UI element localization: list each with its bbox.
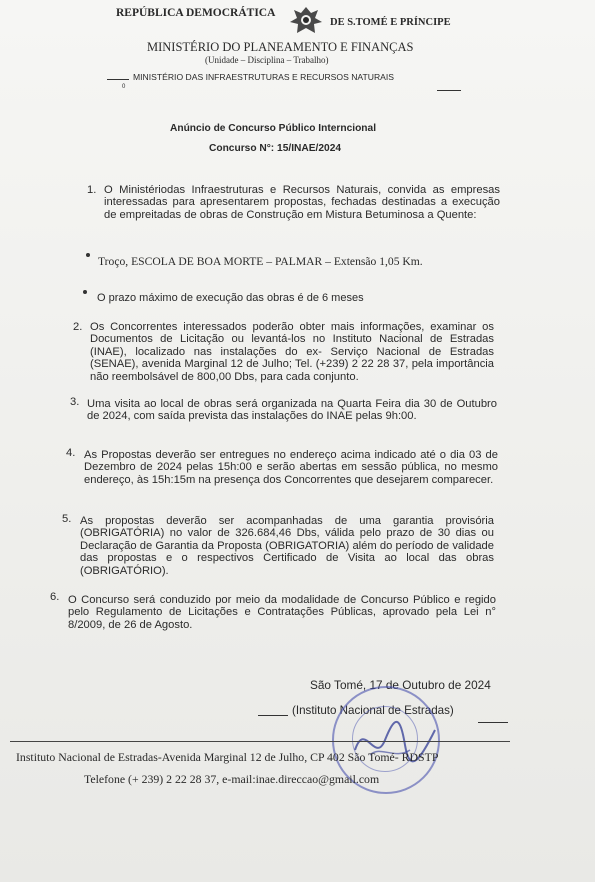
list-number: 5.: [62, 513, 72, 525]
signatory: (Instituto Nacional de Estradas): [292, 704, 454, 717]
republic-left: REPÚBLICA DEMOCRÁTICA: [116, 7, 276, 19]
bullet: [83, 290, 87, 294]
list-number: 3.: [70, 396, 80, 408]
ministry-name: MINISTÉRIO DO PLANEAMENTO E FINANÇAS: [147, 40, 414, 54]
place-date: São Tomé, 17 de Outubro de 2024: [310, 678, 491, 692]
paragraph-guarantee: As propostas deverão ser acompanhadas de uma garantia provisória (OBRIGATÓRIA) no valor de 326.684,46 Dbs, válida pelo prazo de 30 dias ou Declaração de Garantia da Proposta (OBRIGATORIA) além do período de validade das propostas e o respectivos Certificado de Visita ao local das obras (OBRIGATÓRIO).: [80, 515, 494, 577]
page-title: Anúncio de Concurso Público Interncional: [170, 123, 377, 134]
signature-line: [478, 722, 508, 723]
paragraph-invitation: O Ministériodas Infraestruturas e Recursos Naturais, convida as empresas interessadas para apresentarem propostas, fechadas destinadas a execução de empreitadas de obras de Construção em Mistura Betuminosa a Quente:: [104, 184, 500, 221]
paragraph-procedure: O Concurso será conduzido por meio da modalidade de Concurso Público e regido pelo Regulamento de Licitações e Contratações Públicas, aprovado pela Lei n° 8/2009, de 26 de Agosto.: [68, 594, 496, 631]
tender-number: Concurso N°: 15/INAE/2024: [209, 143, 342, 154]
item-deadline: O prazo máximo de execução das obras é de 6 meses: [97, 292, 364, 304]
signature-line: [258, 715, 288, 716]
motto: (Unidade – Disciplina – Trabalho): [205, 55, 329, 65]
paragraph-documents: Os Concorrentes interessados poderão obter mais informações, examinar os Documentos de Licitação ou levantá-los no Instituto Nacional de Estradas (INAE), localizado nas instalações do ex- Serviço Nacional de Estradas (SENAE), avenida Marginal 12 de Julho; Tel. (+239) 2 22 28 37, pela importância não reembolsável de 800,00 Dbs, para cada conjunto.: [90, 321, 494, 383]
small-mark: 0: [122, 84, 126, 90]
footer-divider: [10, 741, 510, 742]
paragraph-site-visit: Uma visita ao local de obras será organizada na Quarta Feira dia 30 de Outubro de 2024, com saída prevista das instalações do INAE pelas 9h:00.: [87, 398, 497, 423]
coat-of-arms-icon: [284, 4, 328, 36]
divider: [437, 90, 461, 91]
republic-right: DE S.TOMÉ E PRÍNCIPE: [330, 17, 451, 28]
footer-address: Instituto Nacional de Estradas-Avenida Marginal 12 de Julho, CP 402 São Tomé- RDSTP: [16, 750, 439, 764]
list-number: 6.: [50, 591, 60, 603]
list-number: 4.: [66, 447, 76, 459]
list-number: 1.: [87, 184, 97, 196]
footer-contact: Telefone (+ 239) 2 22 28 37, e-mail:inae.direccao@gmail.com: [84, 772, 380, 786]
list-number: 2.: [73, 321, 83, 333]
sub-ministry: MINISTÉRIO DAS INFRAESTRUTURAS E RECURSOS NATURAIS: [133, 72, 395, 82]
item-road-section: Troço, ESCOLA DE BOA MORTE – PALMAR – Extensão 1,05 Km.: [98, 255, 423, 268]
divider: [107, 79, 129, 80]
paragraph-submission: As Propostas deverão ser entregues no endereço acima indicado até o dia 03 de Dezembro de 2024 pelas 15h:00 e serão abertas em sessão pública, no mesmo endereço, às 15h:15m na presença dos Concorrentes que desejarem comparecer.: [84, 449, 498, 486]
bullet: [86, 253, 90, 257]
